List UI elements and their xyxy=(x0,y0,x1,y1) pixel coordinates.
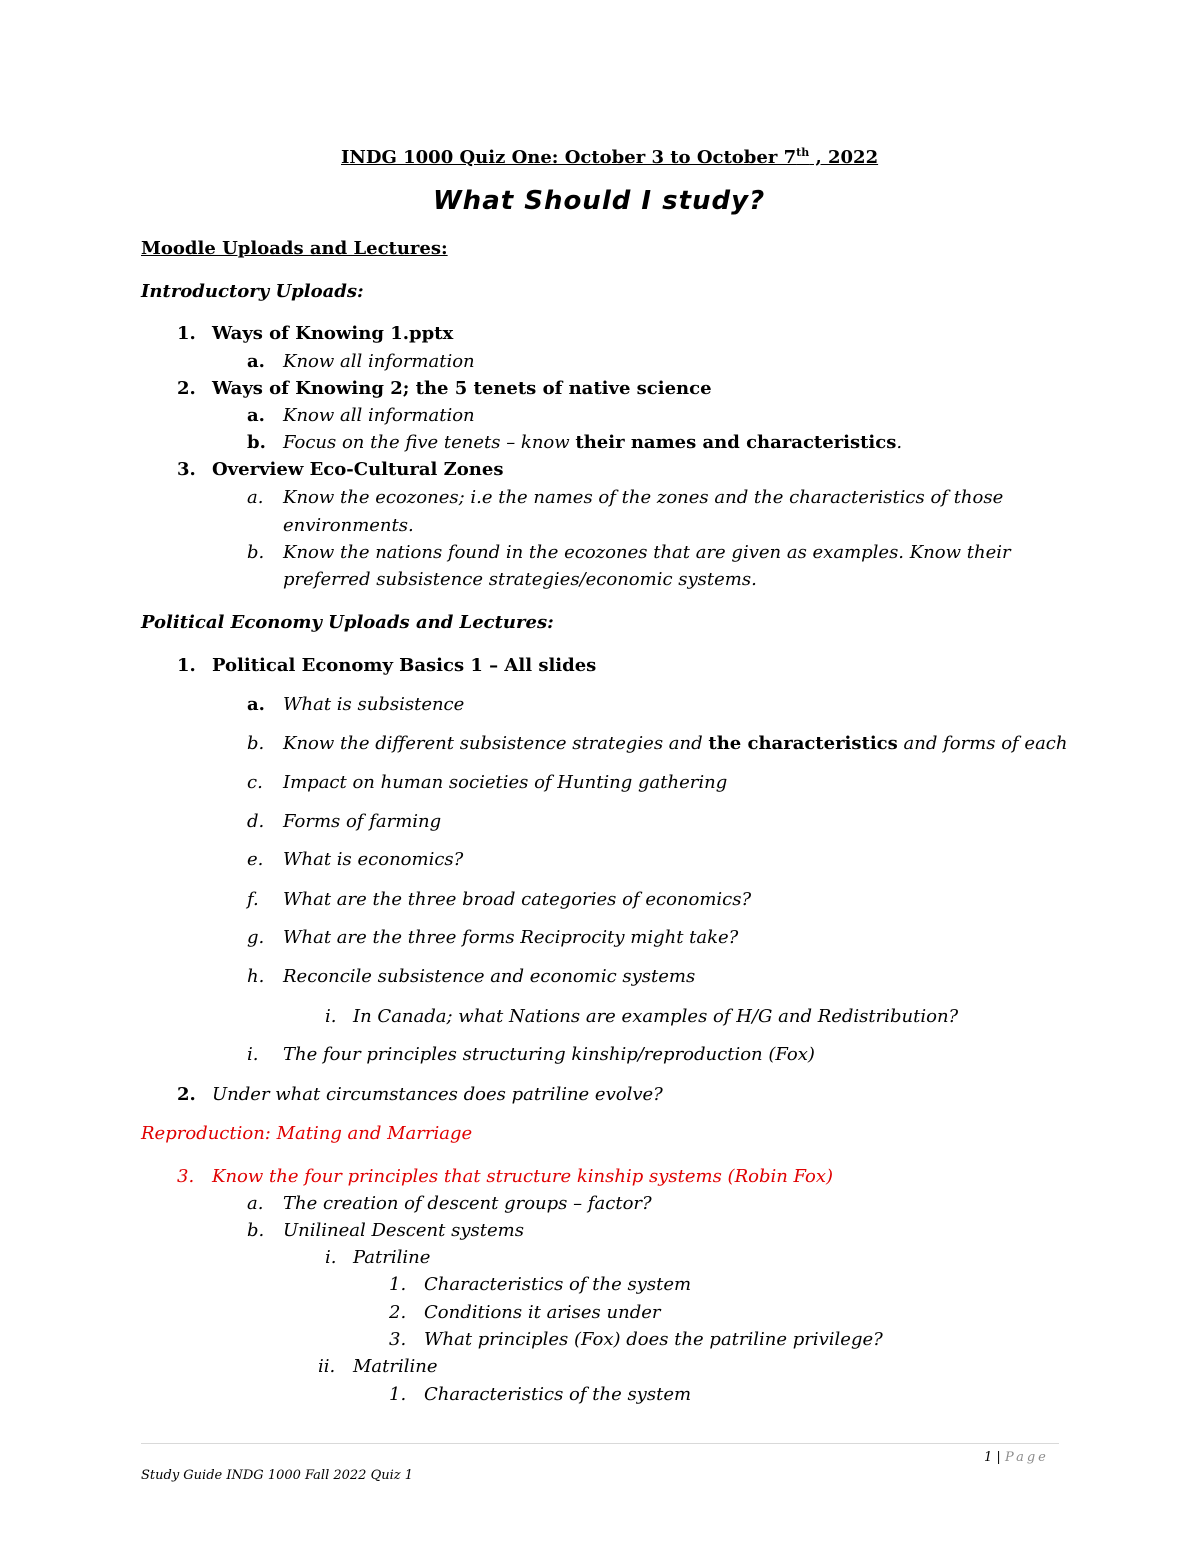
list-item: Forms of farming xyxy=(283,811,442,832)
list-item: Under what circumstances does patriline evolve? xyxy=(212,1084,663,1105)
list-item: Know all information xyxy=(283,351,475,372)
list-number: 1. xyxy=(389,1274,407,1295)
section-heading-reproduction: Reproduction: Mating and Marriage xyxy=(141,1123,473,1144)
list-roman: i. xyxy=(325,1006,337,1027)
list-number: 2. xyxy=(177,1084,196,1105)
list-item: Know the nations found in the ecozones that are given as examples. Know their xyxy=(283,542,1011,563)
list-item: Reconcile subsistence and economic systems xyxy=(283,966,696,987)
list-number: 2. xyxy=(177,378,196,399)
list-item: Know the different subsistence strategies and the characteristics and forms of each xyxy=(283,733,1068,754)
list-letter: c. xyxy=(247,772,263,793)
list-number: 1. xyxy=(177,323,196,344)
list-item: Know the ecozones; i.e the names of the zones and the characteristics of those xyxy=(283,487,1004,508)
list-item: What are the three broad categories of economics? xyxy=(283,889,752,910)
list-item: Patriline xyxy=(353,1247,431,1268)
list-letter: g. xyxy=(247,927,265,948)
list-roman: ii. xyxy=(318,1356,336,1377)
footer-divider xyxy=(141,1443,1059,1444)
document-subtitle: What Should I study? xyxy=(433,186,766,216)
list-item-continued: preferred subsistence strategies/economic systems. xyxy=(283,569,757,590)
list-letter: a. xyxy=(247,487,264,508)
list-item: What is subsistence xyxy=(283,694,465,715)
list-item: Know the four principles that structure kinship systems (Robin Fox) xyxy=(212,1166,834,1187)
list-letter: a. xyxy=(247,1193,264,1214)
list-item: Impact on human societies of Hunting gathering xyxy=(283,772,728,793)
list-letter: a. xyxy=(247,694,265,715)
page-number: 1 | Page xyxy=(984,1450,1049,1465)
list-number: 3. xyxy=(177,459,196,480)
list-number: 1. xyxy=(177,655,196,676)
list-letter: d. xyxy=(247,811,265,832)
section-heading-intro: Introductory Uploads: xyxy=(141,281,364,302)
list-item: The four principles structuring kinship/reproduction (Fox) xyxy=(283,1044,815,1065)
list-item: What is economics? xyxy=(283,849,464,870)
list-item-continued: environments. xyxy=(283,515,414,536)
list-item: Ways of Knowing 2; the 5 tenets of native science xyxy=(212,378,712,399)
list-letter: b. xyxy=(247,542,265,563)
list-letter: i. xyxy=(247,1044,259,1065)
list-letter: f. xyxy=(247,889,259,910)
section-heading-political: Political Economy Uploads and Lectures: xyxy=(141,612,554,633)
list-roman: i. xyxy=(325,1247,337,1268)
list-item: Conditions it arises under xyxy=(424,1302,661,1323)
list-letter: b. xyxy=(247,432,266,453)
footer-text: Study Guide INDG 1000 Fall 2022 Quiz 1 xyxy=(141,1468,414,1483)
list-number: 2. xyxy=(389,1302,407,1323)
list-letter: b. xyxy=(247,1220,265,1241)
list-number: 3. xyxy=(389,1329,407,1350)
list-item: Ways of Knowing 1.pptx xyxy=(212,323,454,344)
list-item: In Canada; what Nations are examples of H/G and Redistribution? xyxy=(353,1006,959,1027)
list-item: Characteristics of the system xyxy=(424,1274,692,1295)
list-letter: b. xyxy=(247,733,265,754)
list-item: Matriline xyxy=(353,1356,438,1377)
list-item: Overview Eco-Cultural Zones xyxy=(212,459,504,480)
list-item: Characteristics of the system xyxy=(424,1384,692,1405)
document-title: INDG 1000 Quiz One: October 3 to October 7th , 2022 xyxy=(341,146,879,168)
list-item: Unilineal Descent systems xyxy=(283,1220,524,1241)
list-letter: e. xyxy=(247,849,264,870)
list-number: 3. xyxy=(177,1166,195,1187)
list-item: Focus on the five tenets – know their names and characteristics. xyxy=(283,432,903,453)
list-item: The creation of descent groups – factor? xyxy=(283,1193,652,1214)
list-letter: a. xyxy=(247,405,265,426)
list-item: What are the three forms Reciprocity might take? xyxy=(283,927,739,948)
list-number: 1. xyxy=(389,1384,407,1405)
list-item: Know all information xyxy=(283,405,475,426)
section-heading-moodle: Moodle Uploads and Lectures: xyxy=(141,238,448,259)
list-letter: a. xyxy=(247,351,265,372)
list-item: Political Economy Basics 1 – All slides xyxy=(212,655,597,676)
list-letter: h. xyxy=(247,966,265,987)
list-item: What principles (Fox) does the patriline privilege? xyxy=(424,1329,883,1350)
